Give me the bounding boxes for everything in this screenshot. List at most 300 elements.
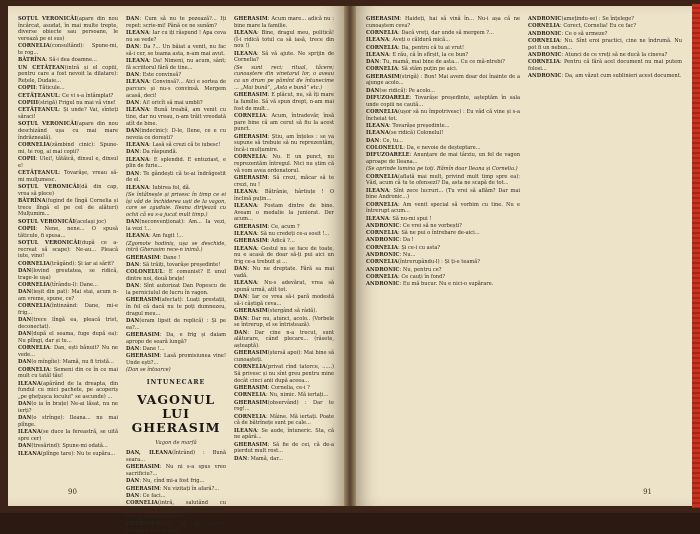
dialogue-text: : Tovarășe președinte, așteptăm în sala unde copiii ne caută... [366,95,520,108]
dialogue-line [234,456,334,463]
dialogue-text: (același joc) [75,218,107,225]
speaker-name: ANDRONIC [528,16,562,22]
dialogue-line [18,282,118,289]
dialogue-line [18,57,118,64]
dialogue-line [126,332,226,345]
speaker-name: CORNELIA [366,30,398,36]
dialogue-text: (aflată mai mult, privind mult timp spre ea): Văd, acum că tu te ofensezi? Da, asta ne scapă de tot... [366,173,520,187]
speaker-name: CORNELIA [18,366,50,373]
dialogue-line [234,203,334,223]
dialogue-line [366,37,520,44]
dialogue-text: : Aveți o căldură mică... [389,37,451,44]
speaker-name: CORNELIA [18,142,50,148]
dialogue-text: : Și ce-i cu asta? [397,244,441,251]
dialogue-line [126,486,226,493]
speaker-name: ILEANA [126,107,150,114]
dialogue-text: : Să trăiți, tovarășe președinte! [139,261,221,268]
dialogue-line [366,274,520,281]
dialogue-line [126,269,226,282]
dialogue-line [18,93,118,100]
dialogue-line [18,317,118,330]
speaker-name: CETĂȚEANUL [18,170,59,176]
dialogue-text: : Acum mare... adică nu : bine mare la familie. [234,16,334,29]
speaker-name: GHERASIM [126,353,160,360]
dialogue-line [366,16,520,29]
dialogue-text: : Tu, mamă, mai bine de asta... Cu ce mă-ntrebi? [379,59,505,66]
dialogue-text: (plînge tare): Nu te supăra... [41,450,116,457]
speaker-name: CORNELIA [366,173,398,180]
dialogue-text: (o strînge): Ileana... nu mai plînge. [18,415,118,428]
speaker-name: SOȚUL VERONICĂI [18,184,80,190]
dialogue-text: : Da, e frig și daiam apropo de seară lungă? [126,331,226,345]
speaker-name: ANDRONIC [366,266,400,273]
dialogue-line [234,414,334,427]
speaker-name: DAN [18,317,32,324]
dialogue-text: (eram lipsit de replică) : Și pe ea?... [126,317,226,331]
speaker-name: ANDRONIC [366,237,400,244]
dialogue-text: : Să nu-mi spui ! [389,215,432,222]
dialogue-line [126,521,226,534]
speaker-name: GHERASIM [126,485,160,492]
dialogue-text: (strigă) : Bun! Mai avem doar doi înainte de a ajunge acolo... [366,73,520,87]
speaker-name: DAN [126,261,140,268]
dialogue-text: : Da ! [399,237,414,244]
dialogue-line [18,43,118,56]
dialogue-text: (fără să ia seama, privind-o pe cei doi)... [126,520,226,534]
dialogue-text: : Să stăm puțin pe aici. [397,66,458,73]
speaker-name: CORNELIA [234,364,266,371]
dialogue-text: (întrând) : Bună seara... [126,450,226,463]
speaker-name: COPII [18,156,36,162]
dialogue-line [126,346,226,353]
dialogue-line [126,16,226,29]
dialogue-line [366,230,520,237]
dialogue-text: : Convinsă?... Aici e sortea de parcurs și nu-s convinsă. Mergem acasă, deci! [126,79,226,99]
dialogue-line [234,392,334,399]
dialogue-line [528,73,682,80]
dialogue-text: : E plăcut, nu, să îți mare la familie. Să vă spun drept, n-am mai fost de mult... [234,92,334,112]
speaker-name: ILEANA [126,184,150,191]
dialogue-text: : Dan, ești bănuit? Nu ne vede... [18,345,118,358]
text-column [366,16,520,480]
dialogue-line [234,238,334,245]
speaker-name: CORNELIA [18,303,50,310]
speaker-name: SOȚUL VERONICĂI [18,240,80,246]
speaker-name: CORNELIA [234,154,266,161]
dialogue-text: (se duce la fereastră, se uită spre cer) [18,429,118,442]
speaker-name: COPII [18,226,36,232]
speaker-name: ILEANA [366,130,390,137]
speaker-name: GHERASIM [366,16,400,22]
speaker-name: CORNELIA [528,59,560,66]
dialogue-line [366,223,520,230]
dialogue-line [366,259,520,266]
dialogue-text: (privat rînd tatorce, ......) Să privesc și nu sînt greu pentru mine decât cinci anii după aceea... [234,364,334,384]
speaker-name: CORNELIA [366,244,398,251]
dialogue-text: : Adică ?... [267,238,295,245]
dialogue-line [234,113,334,133]
dialogue-line [366,216,520,223]
dialogue-text: : Nu ne dreptate. Fără sa mai vadă. [234,266,334,279]
dialogue-text: : Și unde? Vai, sînteți săraci! [18,107,118,120]
speaker-name: DAN [126,283,140,290]
dialogue-text: : Tăticule... [35,85,65,92]
dialogue-text: : Să nu credeți ce-a sosit !... [257,230,330,237]
dialogue-text: : Se aude, întuneric. Sta, că ne apără... [234,427,334,441]
play-title-line2: LUI GHERASIM [131,405,221,435]
play-title-line1: VAGONUL [136,391,216,407]
dialogue-line [126,262,226,269]
text-column [126,16,226,534]
dialogue-text: : Dar nu, atunci, acolo.. (Vorbele se întrerup, el se întristează). [234,315,334,329]
dialogue-text: (strigă) Frigul nu mai vă vine! [38,100,116,106]
stage-direction: (Se aprinde lumina pe toți. Rămîn doar Ileana și Cornelia.) [366,166,518,173]
page-edge [692,4,700,508]
dialogue-text: : Nu. Sînt eroi practici, cine ne îndrumă. Nu pot fi un nebun... [528,37,682,51]
speaker-name: ILEANA [126,79,150,86]
speaker-name: UN CETĂȚEAN [18,64,65,71]
speaker-name: DAN [18,443,32,450]
dialogue-line [18,289,118,302]
dialogue-text: : Să ne pui o întrebare de-aici... [397,230,480,237]
dialogue-text: (stergând să râdă). [267,308,317,315]
dialogue-text: : Nu. E un punct, nu reprezentăm întregul. Nici nu știm că vă vom avea ordonatorul. [234,154,334,174]
speaker-name: GHERASIM [234,223,268,230]
speaker-name: GHERASIM [234,238,268,245]
speaker-name: ILEANA [234,245,258,252]
dialogue-text: : Nu, nimic. Mă iertați... [265,392,329,399]
speaker-name: ILEANA [234,280,258,287]
speaker-name: CORNELIA [234,392,266,399]
dialogue-line [18,100,118,107]
speaker-name: DIFUZOARELE [366,152,410,159]
act-heading [126,380,226,446]
dialogue-line [126,107,226,127]
dialogue-line [234,364,334,384]
speaker-name: GHERASIM [126,297,160,304]
dialogue-line [126,478,226,485]
dialogue-text: : Mâine. Mă iertați. Poate că de bătrînețe sunt pe cale... [234,413,334,427]
speaker-name: DAN [126,72,140,78]
speaker-name: CETĂȚEANUL [18,92,59,99]
speaker-name: CORNELIA [366,259,398,266]
speaker-name: DAN [126,128,140,134]
dialogue-text: : Dane ! [159,254,181,261]
dialogue-text: : Te gândești că te-ai îndrăgostit de el. [126,170,226,184]
dialogue-text: : Da ?... Un băiat a venit, nu fac să-i cer, se teama asta, n-am mai avut. [126,44,226,57]
dialogue-line [528,16,682,23]
dialogue-text: : Da, e nevoie de deșteptare... [403,144,481,151]
dialogue-text: : Pentru că fără acel document nu mai putem folosi... [528,59,682,72]
dialogue-text: : Ce faci... [139,492,166,499]
dialogue-text: (dă din cap, vrea să plece) [18,184,119,197]
dialogue-line [126,58,226,71]
speaker-name: DAN [126,44,140,50]
speaker-name: ILEANA [234,230,258,237]
dialogue-line [234,280,334,293]
dialogue-text: : Ce, acum ? [267,223,300,230]
dialogue-line [18,85,118,92]
speaker-name: CORNELIA [366,66,398,73]
dialogue-text: : Lasă promisiunea vine! Unde ești?... [126,353,226,366]
speaker-name: CORNELIA [366,109,398,116]
dialogue-text: : Da răspundă. [139,149,178,156]
dialogue-line [234,30,334,50]
dialogue-text: : Ce vi s-a întâmplat? [58,92,114,99]
left-page [8,6,344,534]
speaker-name: ANDRONIC [366,222,400,229]
dialogue-text: : Ai! oricît să mai umbli? [139,100,203,106]
speaker-name: COLONELUL [366,144,404,151]
dialogue-line [234,65,334,92]
speaker-name: GHERASIM [234,399,268,406]
speaker-name: ILEANA [234,50,258,57]
dialogue-line [366,145,520,152]
dialogue-line [234,308,334,315]
dialogue-text: (tîrându-l): Dane... [49,282,98,288]
speaker-name: COPIII [18,100,39,106]
speaker-name: ILEANA [126,58,150,64]
dialogue-text: (ieșit din pat): Mai stai, acum n-am vreme, spune, ce? [18,289,118,302]
dialogue-line [234,400,334,413]
dialogue-text: : Bună treabă, am venit cu tine, dar nu vreau, n-am trăit vreodată atît de bine. [126,107,226,127]
speaker-name: DAN [234,329,248,336]
dialogue-text: : Sînt autorizat Dan Popescu de la perniciulul de lucru în vagon. [126,283,226,296]
dialogue-line [366,202,520,215]
speaker-name: DAN [18,268,32,274]
dialogue-line [18,219,118,226]
speaker-name: CORNELIA [528,37,560,44]
speaker-name: ILEANA [234,202,258,209]
speaker-name: DAN [366,87,380,94]
dialogue-line [18,429,118,442]
speaker-name: ILEANA [18,450,42,457]
dialogue-text: : Să vă ajute. Ne sprijin de Cornelia? [234,50,334,64]
speaker-name: DAN [18,289,32,296]
speaker-name: DAN [126,345,140,352]
speaker-name: GHERASIM [126,520,160,527]
dialogue-text: : Tovarăşe, vreau să-mi mulţumesc. [18,170,118,183]
speaker-name: GHERASIM [126,331,160,338]
dialogue-text: : Iar cu iți răspund ! Apa ceva nu se vede? [126,30,226,43]
dialogue-text: : Da, pentru că tu ai vrut! [397,44,465,51]
dialogue-text: : Este convinsă? [139,72,182,78]
dialogue-line [126,149,226,156]
dialogue-text: : E rău, că în sfîrșit, la ce bun? [389,51,469,58]
speaker-name: CORNELIA [18,43,50,50]
dialogue-text: : Eu mă bucur. Nu e nici-o supărare. [399,281,494,288]
dialogue-line [18,184,118,197]
dialogue-line [366,59,520,66]
dialogue-line [18,16,118,43]
speaker-name: ANDRONIC [528,30,562,37]
dialogue-line [234,246,334,266]
dialogue-line [234,224,334,231]
dialogue-text: : Anunțare de mai târziu, un fel de vagon aproape de Ileana... [366,152,520,165]
dialogue-line [126,142,226,149]
dialogue-line [234,294,334,307]
speaker-name: GHERASIM [234,133,268,140]
dialogue-line [234,231,334,238]
dialogue-text: : Am fugit !... [149,233,184,240]
dialogue-line [234,266,334,279]
dialogue-line [18,381,118,401]
dialogue-line [366,252,520,259]
dialogue-line [234,154,334,174]
dialogue-line [18,345,118,358]
dialogue-line [126,44,226,57]
stage-direction: (Zgomote hodiniș, ușa se deschide, intră Gherasim rece-n inimă.) [126,240,226,254]
speaker-name: CORNELIA [18,282,50,288]
dialogue-text: : E splendid. E entuziast, e plin de furie... [126,156,226,170]
speaker-name: DIFUZOARELE [366,95,410,102]
dialogue-text: (apărând de la dreapta, din fundul cu mici pachete, pe acoperiș „pe gheţușca locului” se ascunde) ... [18,380,118,400]
dialogue-line [366,152,520,165]
speaker-name: COLONELUL [126,269,164,276]
speaker-name: ILEANA [234,427,258,434]
dialogue-line [366,45,520,52]
dialogue-text: : Iar ce vrea să-i pară modestă să-i câștigă ceva... [234,294,334,307]
dialogue-line [18,198,118,218]
dialogue-text: : Atunci de ce vreți să ne ducă la cineva? [561,51,668,58]
speaker-name: ILEANA [366,37,390,44]
stage-direction: (Se întâlnește și privesc în timp ce ei își văd de închiderea ușii de la vagon, care se zguduie. Ileana dirijează cu ochii că ea s-a jucat mult timp.) [126,191,226,218]
dialogue-text: (afectat): Luați prestații, în fel că dacă nu te poți dumnezeu, dragul meu... [126,297,226,317]
dialogue-text: (se ridică): Pe acolo... [379,87,435,94]
speaker-name: DAN [126,492,140,499]
speaker-name: GHERASIM [234,441,268,448]
text-column [18,16,118,480]
dialogue-line [126,297,226,317]
dialogue-text: : Nu-s adevărat, vrea să spună urmă, atît tot. [234,280,334,293]
dialogue-line [366,88,520,95]
dialogue-line [234,134,334,154]
dialogue-text: : Să-i dea doamne... [45,57,97,64]
speaker-name: CORNELIA [366,44,398,51]
speaker-name: DAN [234,455,248,462]
dialogue-line [234,350,334,363]
dialogue-line [366,245,520,252]
dialogue-line [18,142,118,155]
speaker-name: CORNELIA [366,273,398,280]
dialogue-text: (după el seama, fuge după ea): Nu plîngi, dar și tu... [18,331,118,344]
dialogue-line [18,121,118,141]
stage-direction: (Dan se întoarce) [126,367,171,374]
dialogue-line [234,316,334,329]
speaker-name: CORNELIA [366,201,398,208]
speaker-name: ANDRONIC [366,281,400,288]
dialogue-line [126,128,226,141]
dialogue-line [234,189,334,202]
dialogue-line [126,255,226,262]
dialogue-text: : Cornelia, ce-i ? [267,384,310,391]
dialogue-line [366,267,520,274]
dialogue-line [366,74,520,87]
dialogue-line [366,237,520,244]
speaker-name: ILEANA [366,51,390,58]
dialogue-line [366,66,520,73]
dialogue-line [528,23,682,30]
dialogue-text: : Cum să nu te pozează?... Iți repet: scrie-mi! Până ce ne sunăm? [126,16,226,29]
speaker-name: DAN [234,315,248,322]
speaker-name: DAN [18,401,32,408]
dialogue-line [528,38,682,51]
dialogue-text: (ușor să nu împotrivesc) : Eu văd că vine și s-a încheiat tot. [366,109,520,122]
dialogue-line [18,261,118,268]
speaker-name: DAN [234,266,248,273]
dialogue-line [18,240,118,260]
dialogue-text: : Ulei!, tătăică, dinsul e, dinsul e! [18,156,118,169]
dialogue-text: (apare din nou deschizând ușa cu mai mare îndrăzneală). [18,121,119,141]
book-gutter [344,6,356,506]
speaker-name: DAN [18,331,32,338]
dialogue-text: : Nu, pentru ce? [399,266,442,273]
dialogue-text: : Gestul nu se face de toate, nu e acasă de doar să-ți pui aici un frig ce-a trebuit și ... [234,245,334,265]
dialogue-line [18,443,118,450]
stage-direction: (Se sunt reci; ritual, tăcere; cunoaștere din vinetarul lor, o aveau ca un drum pe pămînt de întunecime ... „Mai bună”, „Asta e bună” etc.) [234,64,334,91]
speaker-name: SOȚUL VERONICĂI [18,121,77,128]
dialogue-text: (indecinic): D-le, Ilene, ce e cu nevoia ce dorești? [126,128,226,141]
dialogue-text: (întrerupându-l) : Și ți-e teamă? [397,259,480,266]
dialogue-line [234,385,334,392]
speaker-name: ILEANA [234,30,258,36]
dialogue-line [366,281,520,288]
dialogue-line [18,170,118,183]
dialogue-text: : Ce cauți în fond? [397,273,446,280]
dialogue-line [234,92,334,112]
dialogue-line [528,52,682,59]
dialogue-line [18,415,118,428]
speaker-name: ILEANA [366,123,390,130]
dialogue-text: : Să fie de cei, că de-a pierdut mult rost... [234,441,334,455]
dialogue-text: : Nene, nene... O spusă tăticule, fi spusa... [18,226,118,239]
dialogue-text: : Am venit special să vorbim cu tine. Nu e întrerupt acum... [366,201,520,215]
dialogue-text: : Să crezi, măcar să te crezi, nu ! [234,174,334,188]
dialogue-line [366,30,520,37]
dialogue-text: : Dacă vreți, dar unde să mergem ?... [397,30,494,36]
dialogue-text: (întinzând: Dane, mi-e frig... [18,303,118,316]
dialogue-text: : E comunist? E unul dintre noi, două brațe! [126,269,226,282]
page-number-left: 90 [68,488,77,496]
speaker-name: GHERASIM [366,73,400,80]
dialogue-line [18,226,118,239]
dialogue-text: : Tovarășe președinte... [389,123,450,130]
dialogue-text: : Dar cine n-a trecut, sunt alăturare, când plecare... (râsete, așteaptă). [234,329,334,349]
dialogue-line [18,401,118,414]
dialogue-line [126,500,226,520]
dialogue-line [126,185,226,192]
dialogue-line [18,331,118,344]
dialogue-line [528,31,682,38]
speaker-name: ILEANA [366,215,390,222]
dialogue-line [528,59,682,72]
dialogue-text: : Nu vizitați în afară?... [159,485,220,492]
page-number-right: 91 [643,488,652,496]
dialogue-text: (o ia în brațe) Ne-ai lăsat, nu ne ierți? [18,401,118,414]
dialogue-text: : Bine, dragul meu, politică! (Î-i ridică totul ca să iasă, trece din nou !) [234,30,334,50]
dialogue-text: : Nu ni s-a spus vreo sacrificiu?... [126,464,226,477]
speaker-name: BĂTRÎNA [18,198,46,204]
dialogue-line [126,367,226,374]
dialogue-text: : Haideți, hai să vină în... Nu-i așa că ne cunoaștem ceva? [366,16,520,29]
speaker-name: GHERASIM [234,384,268,391]
speaker-name: DAN [126,100,140,106]
act-title: INTUNECARE [146,378,206,386]
dialogue-text: (fugind de lîngă Cornelia și trece lîngă el pe cel de alături) Mulțumim... [18,198,118,218]
speaker-name: GHERASIM [234,350,268,357]
dialogue-text: : Sînt zece lucruri... (Tu vrei să aflăm? Dar mai bine Andronic...) [366,187,520,201]
dialogue-line [126,450,226,463]
